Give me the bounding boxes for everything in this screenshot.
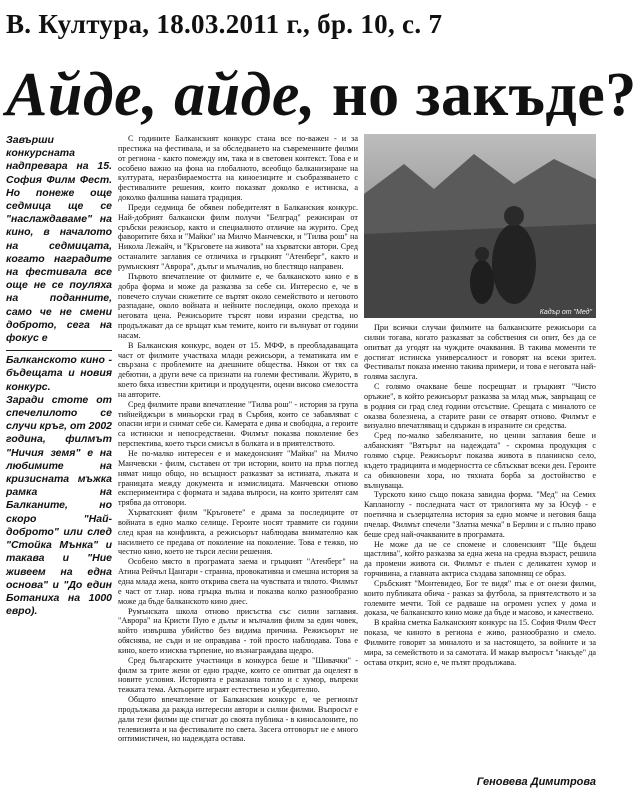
headline-regular-part: но закъде? [315,61,637,129]
article-headline [6,61,637,129]
body-paragraph: Сред по-малко забелязаните, но ценни заглавия беше и албанският "Вятърът на надеждата" - скромна продукция с голямо сърце. Режисьорът показва живота в планинско село, където традицията и модерността се сблъскват всеки ден. Героите са обикновени хора, но тяхната борба за достойнство е вълнуваща. [364,431,596,490]
body-paragraph: С голямо очакване беше посрещнат и гръцкият "Чисто оръжие", в който режисьорът разказва за млад мъж, завръщащ се в родния си град след години отсъствие. Срещата с миналото се оказва болезнена, а старите рани се отварят отново. Филмът е визуално впечатляващ и сдържан в изразните си средства. [364,382,596,431]
publication-header: В. Култура, 18.03.2011 г., бр. 10, с. 7 [6,9,443,39]
body-paragraph: Сред филмите прави впечатление "Тилва рош" - история за група тийнейджъри в миньорски град в Сърбия, които се забавляват с опасни игри и снимат себе си. Камерата е дива и свободна, а героите са истински и непосредствени. Филмът показва поколение без перспектива, което търси смисъл в болката и в приятелството. [118,399,358,449]
body-paragraph: Турското кино също показа завидна форма. "Мед" на Семих Капланоглу - последната част от трилогията му за Юсуф - е поетична и съзерцателна история за едно момче и неговия баща пчелар. Филмът спечели "Златна мечка" в Берлин и с пълно право беше сред най-очакваните в програмата. [364,490,596,539]
lead-divider [6,350,112,351]
body-paragraph: Първото впечатление от филмите е, че балканското кино е в добра форма и може да разказва за себе си. Интересно е, че в повечето случаи сюжетите се въртят около семейството и неговото разпадане, около войната и нейните последици, около прехода и неговата цена. Режисьорите търсят нови изразни средства, но продължават да се връщат към темите, които ги вълнуват от години насам. [118,271,358,340]
body-paragraph: Хърватският филм "Кръговете" е драма за последиците от войната в едно малко селище. Героите носят травмите си години след края на конфликта, а режисьорът наблюдава внимателно как насилието се предава от поколение на поколение. Това е тежко, но честно кино, което не търси лесни решения. [118,508,358,557]
body-paragraph: Сред българските участници в конкурса беше и "Шивачки" - филм за трите жени от едно градче, които се опитват да оцелеят в новите условия. Историята е разказана топло и с хумор, въпреки тежката тема. Актьорите играят естествено и убедително. [118,655,358,695]
author-byline: Геновева Димитрова [476,776,596,788]
body-paragraph: Не може да не се спомене и словенският "Ще бъдеш щастлива", който разказва за една жена на средна възраст, решила да промени живота си. Филмът е пълен с деликатен хумор и горчивина, а главната актриса създава запомнящ се образ. [364,539,596,579]
body-paragraph: Сръбският "Монтевидео, Бог те видя" пък е от онези филми, които публиката обича - разказ за футбола, за приятелството и за големите мечти. Той се радваше на огромен успех у дома и доказа, че балканското кино може да бъде и масово, и качествено. [364,578,596,618]
body-paragraph: В Балканския конкурс, воден от 15. МФФ, в преобладаващата част от филмите участваха млади режисьори, а тематиката им е свързана с проблемите на днешните общества. Някои от тях са дебютни, а други вече са признати на големи фестивали. Журито, в което бяха известни критици и продуценти, оцени високо смелостта на авторите. [118,340,358,399]
photo-caption: Кадър от "Мед" [539,309,592,316]
body-paragraph: При всички случаи филмите на балканските режисьори са силни тогава, когато разказват за собствения си опит, без да се опитват да угодят на чуждите очаквания. В такива моменти те достигат истинска универсалност и говорят на всеки зрител. Фестивалът показа именно такива примери, и това е неговата най-голяма заслуга. [364,323,596,382]
lead-bold-phrase: Балканското кино - бъдещата и новия конкурс. [6,354,112,393]
photo-illustration [364,134,596,318]
body-paragraph: Общото впечатление от Балканския конкурс е, че регионът продължава да ражда интересни автори и силни филми. Въпросът е дали тези филми ще стигнат до своята публика - в киносалоните, по телевизията и на фестивалите по света. Засега отговорът не е много оптимистичен, но надеждата остава. [118,695,358,744]
body-column-left [118,134,358,774]
body-paragraph: Особено място в програмата заема и гръцкият "Атенберг" на Атина Рейчъл Цангари - странна, провокативна и смешна история за една млада жена, която открива света на чувствата и тялото. Филмът е част от т.нар. нова гръцка вълна и показва колко разнообразно може да бъде балканското кино днес. [118,557,358,606]
lead-paragraph-rest: Заради стоте от спечелилото се случи кръг, от 2002 година, филмът "Ничия земя" е на любимите на кризисната мъжка рамка на Балканите, но скоро "Най-доброто" или след "Стойка Мънка" и такава и "Ние живеем на една основа" и "До един Ботаниха на 1000 евро). [6,393,113,618]
body-column-right [364,323,596,771]
lead-column [6,134,112,768]
article-photo [364,134,596,318]
body-paragraph: Не по-малко интересен е и македонският "Майки" на Милчо Манчевски - филм, съставен от три истории, които на пръв поглед нямат нищо общо, но всъщност разказват за истината, лъжата и границата между документа и измислицата. Манчевски отново експериментира с формата и задава въпроси, на които зрителят сам трябва да отговори. [118,449,358,508]
headline-italic-part: Айде, айде, [6,61,316,129]
body-paragraph: С годините Балканският конкурс стана все по-важен - и за престижа на фестивала, и за обследването на съвременните филми от региона - както помежду им, така и в световен контекст. Това е и особено важно на фона на глобалното, всеобщо балканизиране на културата, неразбираемостта на киноезиците и съобразяването с фестивалните решения, които показват доколко е истинска, а доколко фалшива нашата традиция. [118,134,358,203]
body-paragraph: Преди седмица бе обявен победителят в Балканския конкурс. Най-добрият балкански филм получи "Белград" режисиран от сръбски режисьор, както и специалното отличие на журито. Сред фаворитите бяха и "Майки" на Милчо Манчевски, и "Тилва рош" на Никола Лежайч, и "Кръговете на живота" на хърватски автори. Сред останалите заглавия се отличиха и гръцкият "Атенберг", както и румънският "Аврора", дълъг и мълчалив, но блестящо направен. [118,202,358,271]
body-paragraph: Румънската школа отново присъства със силни заглавия. "Аврора" на Кристи Пую е дълъг и мълчалив филм за един човек, който извършва убийство без видима причина. Режисьорът не обяснява, не съди и не оправдава - той просто наблюдава. Това е кино, което изисква търпение, но възнаграждава щедро. [118,606,358,655]
body-paragraph: В крайна сметка Балканският конкурс на 15. София Филм Фест показа, че киното в региона е живо, разнообразно и смело. Филмите говорят за миналото и за настоящето, за войните и за мира, за семейството и за самотата. И макар въпросът "накъде" да остава открит, ясно е, че пътят продължава. [364,618,596,667]
lead-paragraph: Завърши конкурсната надпревара на 15. София Филм Фест. Но понеже още седмица ще се "наслаждаваме" на кино, в началото на седмицата, когато наградите на фестивала все още не се поуляха на поданните, само че не смени доброто, сега на фокус е [6,134,112,345]
